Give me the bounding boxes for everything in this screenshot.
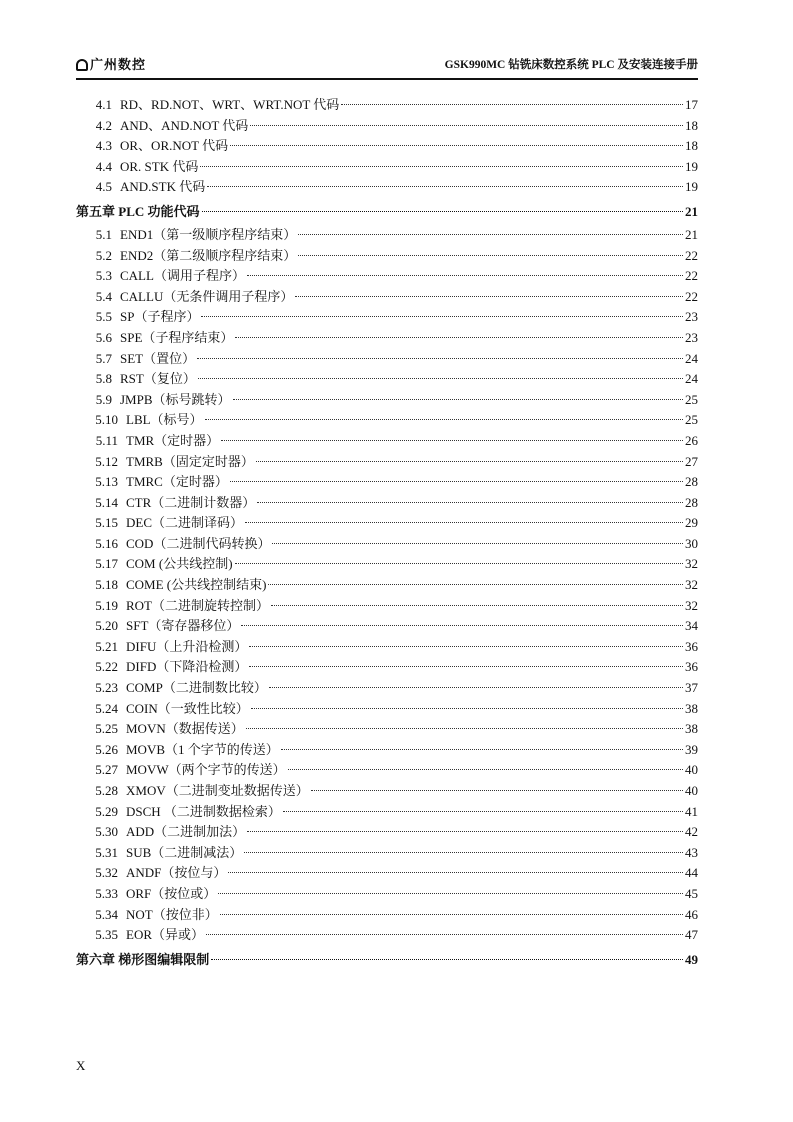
- entry-page: 23: [685, 309, 698, 325]
- document-title: GSK990MC 钻铣床数控系统 PLC 及安装连接手册: [444, 59, 698, 71]
- dot-leader: [235, 563, 683, 564]
- entry-number: 5.5: [95, 309, 112, 325]
- dot-leader: [257, 502, 683, 503]
- logo-text: 广州数控: [90, 57, 147, 72]
- toc-chapter-5[interactable]: [76, 198, 698, 225]
- dot-leader: [200, 166, 683, 167]
- toc-entry[interactable]: [76, 136, 698, 157]
- toc-entry[interactable]: [76, 863, 698, 884]
- entry-number: 4.1: [95, 97, 112, 112]
- dot-leader: [198, 378, 683, 379]
- toc-entry[interactable]: [76, 177, 698, 198]
- dot-leader: [211, 959, 683, 960]
- entry-page: 43: [685, 844, 698, 860]
- entry-page: 24: [685, 350, 698, 366]
- entry-number: 5.29: [95, 803, 118, 819]
- entry-title: COIN（一致性比较）: [126, 700, 249, 716]
- entry-number: 5.1: [95, 226, 112, 242]
- dot-leader: [201, 316, 683, 317]
- entry-number: 5.10: [95, 412, 118, 428]
- entry-number: 4.3: [95, 138, 112, 154]
- dot-leader: [220, 914, 683, 915]
- dot-leader: [233, 399, 683, 400]
- entry-title: OR、OR.NOT 代码: [120, 138, 229, 154]
- entry-title: RST（复位）: [120, 371, 196, 387]
- chapter-page: 21: [685, 203, 698, 219]
- entry-number: 4.5: [95, 179, 112, 195]
- entry-page: 30: [685, 535, 698, 551]
- entry-title: CTR（二进制计数器）: [126, 494, 256, 510]
- entry-title: CALL（调用子程序）: [120, 268, 245, 284]
- entry-title: DIFD（下降沿检测）: [126, 659, 248, 675]
- entry-page: 39: [685, 741, 698, 757]
- entry-title: CALLU（无条件调用子程序）: [120, 288, 294, 304]
- toc-entry[interactable]: [76, 596, 698, 617]
- entry-page: 40: [685, 783, 698, 798]
- chapter-title: 第五章 PLC 功能代码: [76, 203, 200, 219]
- entry-title: ORF（按位或）: [126, 885, 217, 901]
- entry-number: 4.2: [95, 117, 112, 133]
- toc-entry[interactable]: [76, 657, 698, 678]
- entry-number: 5.26: [95, 741, 118, 757]
- toc-entry[interactable]: [76, 740, 698, 761]
- entry-number: 5.16: [95, 535, 118, 551]
- dot-leader: [202, 211, 683, 212]
- entry-title: SET（置位）: [120, 350, 196, 366]
- logo-icon: [76, 59, 88, 71]
- entry-number: 5.9: [95, 391, 112, 407]
- dot-leader: [246, 728, 683, 729]
- entry-page: 18: [685, 138, 698, 154]
- dot-leader: [249, 666, 683, 667]
- toc-entry[interactable]: [76, 802, 698, 823]
- toc-entry[interactable]: [76, 575, 698, 596]
- entry-page: 37: [685, 680, 698, 696]
- dot-leader: [311, 790, 683, 791]
- entry-page: 28: [685, 494, 698, 510]
- toc-entry[interactable]: [76, 616, 698, 637]
- dot-leader: [247, 831, 683, 832]
- entry-page: 34: [685, 618, 698, 634]
- toc-entry[interactable]: [76, 925, 698, 946]
- toc-entry[interactable]: [76, 905, 698, 926]
- entry-title: COD（二进制代码转换）: [126, 535, 271, 551]
- dot-leader: [235, 337, 683, 338]
- entry-title: ADD（二进制加法）: [126, 824, 246, 840]
- entry-title: TMRB（固定定时器）: [126, 453, 254, 469]
- entry-page: 23: [685, 329, 698, 345]
- dot-leader: [281, 749, 683, 750]
- toc-entry[interactable]: [76, 884, 698, 905]
- dot-leader: [249, 646, 683, 647]
- dot-leader: [218, 893, 683, 894]
- chapter-page: 49: [685, 951, 698, 967]
- entry-page: 36: [685, 638, 698, 654]
- dot-leader: [228, 872, 683, 873]
- entry-title: SPE（子程序结束）: [120, 329, 234, 345]
- entry-number: 5.25: [95, 721, 118, 737]
- entry-page: 44: [685, 865, 698, 881]
- entry-page: 22: [685, 247, 698, 263]
- entry-page: 29: [685, 515, 698, 531]
- entry-page: 27: [685, 453, 698, 469]
- entry-title: SUB（二进制减法）: [126, 844, 243, 860]
- entry-title: COME (公共线控制结束): [126, 577, 267, 593]
- dot-leader: [247, 275, 683, 276]
- toc-entry[interactable]: [76, 369, 698, 390]
- dot-leader: [295, 296, 683, 297]
- toc-entry[interactable]: [76, 699, 698, 720]
- entry-title: DIFU（上升沿检测）: [126, 638, 248, 654]
- entry-page: 18: [685, 117, 698, 133]
- dot-leader: [244, 852, 683, 853]
- dot-leader: [268, 584, 683, 585]
- toc-entry[interactable]: [76, 760, 698, 781]
- entry-page: 19: [685, 158, 698, 174]
- entry-number: 5.27: [95, 762, 118, 778]
- entry-title: JMPB（标号跳转）: [120, 391, 231, 407]
- entry-title: END1（第一级顺序程序结束）: [120, 226, 297, 242]
- entry-page: 32: [685, 556, 698, 572]
- toc-entry[interactable]: [76, 431, 698, 452]
- entry-title: END2（第二级顺序程序结束）: [120, 247, 297, 263]
- dot-leader: [271, 605, 683, 606]
- entry-number: 5.4: [95, 288, 112, 304]
- dot-leader: [288, 769, 683, 770]
- toc-entry[interactable]: [76, 157, 698, 178]
- dot-leader: [206, 934, 683, 935]
- entry-number: 5.7: [95, 350, 112, 366]
- entry-number: 5.18: [95, 577, 118, 593]
- entry-number: 5.22: [95, 659, 118, 675]
- entry-title: NOT（按位非）: [126, 906, 218, 922]
- dot-leader: [241, 625, 683, 626]
- entry-title: AND.STK 代码: [120, 179, 206, 195]
- entry-number: 5.17: [95, 556, 118, 572]
- toc-entry[interactable]: [76, 452, 698, 473]
- entry-title: SFT（寄存器移位）: [126, 618, 240, 634]
- entry-page: 17: [685, 97, 698, 112]
- entry-title: DSCH （二进制数据检索）: [126, 803, 281, 819]
- entry-title: MOVB（1 个字节的传送）: [126, 741, 279, 757]
- table-of-contents: [76, 95, 698, 973]
- toc-entry[interactable]: [76, 513, 698, 534]
- entry-number: 5.21: [95, 638, 118, 654]
- entry-number: 5.11: [95, 432, 118, 448]
- dot-leader: [250, 125, 683, 126]
- toc-entry[interactable]: [76, 287, 698, 308]
- dot-leader: [272, 543, 683, 544]
- toc-entry[interactable]: [76, 307, 698, 328]
- company-logo: [76, 56, 146, 74]
- entry-page: 22: [685, 288, 698, 304]
- entry-page: 32: [685, 597, 698, 613]
- entry-number: 5.23: [95, 680, 118, 696]
- entry-page: 25: [685, 412, 698, 428]
- dot-leader: [341, 104, 683, 105]
- entry-page: 38: [685, 700, 698, 716]
- dot-leader: [298, 255, 683, 256]
- toc-entry[interactable]: [76, 637, 698, 658]
- dot-leader: [230, 481, 683, 482]
- entry-number: 5.3: [95, 268, 112, 284]
- entry-page: 42: [685, 824, 698, 840]
- entry-title: MOVN（数据传送）: [126, 721, 244, 737]
- entry-number: 5.31: [95, 844, 118, 860]
- entry-page: 24: [685, 371, 698, 387]
- toc-entry[interactable]: [76, 678, 698, 699]
- entry-number: 5.8: [95, 371, 112, 387]
- toc-section-5: [76, 225, 698, 946]
- entry-page: 19: [685, 179, 698, 195]
- entry-title: EOR（异或）: [126, 927, 205, 943]
- entry-title: XMOV（二进制变址数据传送）: [126, 783, 309, 798]
- entry-number: 5.30: [95, 824, 118, 840]
- chapter-title: 第六章 梯形图编辑限制: [76, 951, 210, 967]
- page-header: [76, 56, 698, 80]
- dot-leader: [256, 461, 683, 462]
- entry-number: 5.6: [95, 329, 112, 345]
- toc-entry[interactable]: [76, 246, 698, 267]
- entry-number: 5.28: [95, 783, 118, 798]
- toc-entry[interactable]: [76, 843, 698, 864]
- entry-title: ANDF（按位与）: [126, 865, 227, 881]
- entry-number: 5.20: [95, 618, 118, 634]
- dot-leader: [298, 234, 683, 235]
- entry-number: 5.32: [95, 865, 118, 881]
- dot-leader: [245, 522, 683, 523]
- toc-entry[interactable]: [76, 266, 698, 287]
- toc-entry[interactable]: [76, 822, 698, 843]
- toc-entry[interactable]: [76, 95, 698, 116]
- entry-number: 5.33: [95, 885, 118, 901]
- toc-entry[interactable]: [76, 554, 698, 575]
- toc-entry[interactable]: [76, 349, 698, 370]
- entry-title: MOVW（两个字节的传送）: [126, 762, 286, 778]
- entry-title: TMR（定时器）: [126, 432, 220, 448]
- toc-entry[interactable]: [76, 116, 698, 137]
- entry-page: 32: [685, 577, 698, 593]
- entry-title: OR. STK 代码: [120, 158, 199, 174]
- entry-title: SP（子程序）: [120, 309, 200, 325]
- entry-title: LBL（标号）: [126, 412, 203, 428]
- entry-number: 5.34: [95, 906, 118, 922]
- entry-page: 46: [685, 906, 698, 922]
- dot-leader: [283, 811, 683, 812]
- entry-title: RD、RD.NOT、WRT、WRT.NOT 代码: [120, 97, 340, 112]
- entry-number: 5.12: [95, 453, 118, 469]
- toc-entry[interactable]: [76, 410, 698, 431]
- dot-leader: [197, 358, 683, 359]
- toc-entry[interactable]: [76, 534, 698, 555]
- entry-number: 5.24: [95, 700, 118, 716]
- toc-entry[interactable]: [76, 472, 698, 493]
- entry-page: 38: [685, 721, 698, 737]
- entry-number: 5.13: [95, 474, 118, 490]
- entry-number: 4.4: [95, 158, 112, 174]
- entry-title: DEC（二进制译码）: [126, 515, 244, 531]
- entry-page: 40: [685, 762, 698, 778]
- dot-leader: [221, 440, 683, 441]
- dot-leader: [207, 186, 683, 187]
- entry-number: 5.15: [95, 515, 118, 531]
- entry-number: 5.2: [95, 247, 112, 263]
- entry-page: 45: [685, 885, 698, 901]
- entry-title: ROT（二进制旋转控制）: [126, 597, 270, 613]
- entry-page: 25: [685, 391, 698, 407]
- dot-leader: [251, 708, 683, 709]
- page-number: X: [76, 1058, 86, 1073]
- entry-title: COM (公共线控制): [126, 556, 233, 572]
- entry-title: TMRC（定时器）: [126, 474, 228, 490]
- toc-entry[interactable]: [76, 781, 698, 802]
- toc-entry[interactable]: [76, 493, 698, 514]
- entry-page: 41: [685, 803, 698, 819]
- entry-number: 5.19: [95, 597, 118, 613]
- entry-page: 47: [685, 927, 698, 943]
- dot-leader: [269, 687, 683, 688]
- entry-page: 26: [685, 432, 698, 448]
- dot-leader: [230, 145, 683, 146]
- toc-chapter-6[interactable]: [76, 946, 698, 973]
- entry-number: 5.35: [95, 927, 118, 943]
- dot-leader: [205, 419, 683, 420]
- entry-page: 22: [685, 268, 698, 284]
- toc-section-4: [76, 95, 698, 198]
- toc-entry[interactable]: [76, 390, 698, 411]
- toc-entry[interactable]: [76, 225, 698, 246]
- toc-entry[interactable]: [76, 719, 698, 740]
- entry-title: COMP（二进制数比较）: [126, 680, 267, 696]
- toc-entry[interactable]: [76, 328, 698, 349]
- entry-page: 21: [685, 226, 698, 242]
- entry-title: AND、AND.NOT 代码: [120, 117, 249, 133]
- entry-number: 5.14: [95, 494, 118, 510]
- entry-page: 28: [685, 474, 698, 490]
- entry-page: 36: [685, 659, 698, 675]
